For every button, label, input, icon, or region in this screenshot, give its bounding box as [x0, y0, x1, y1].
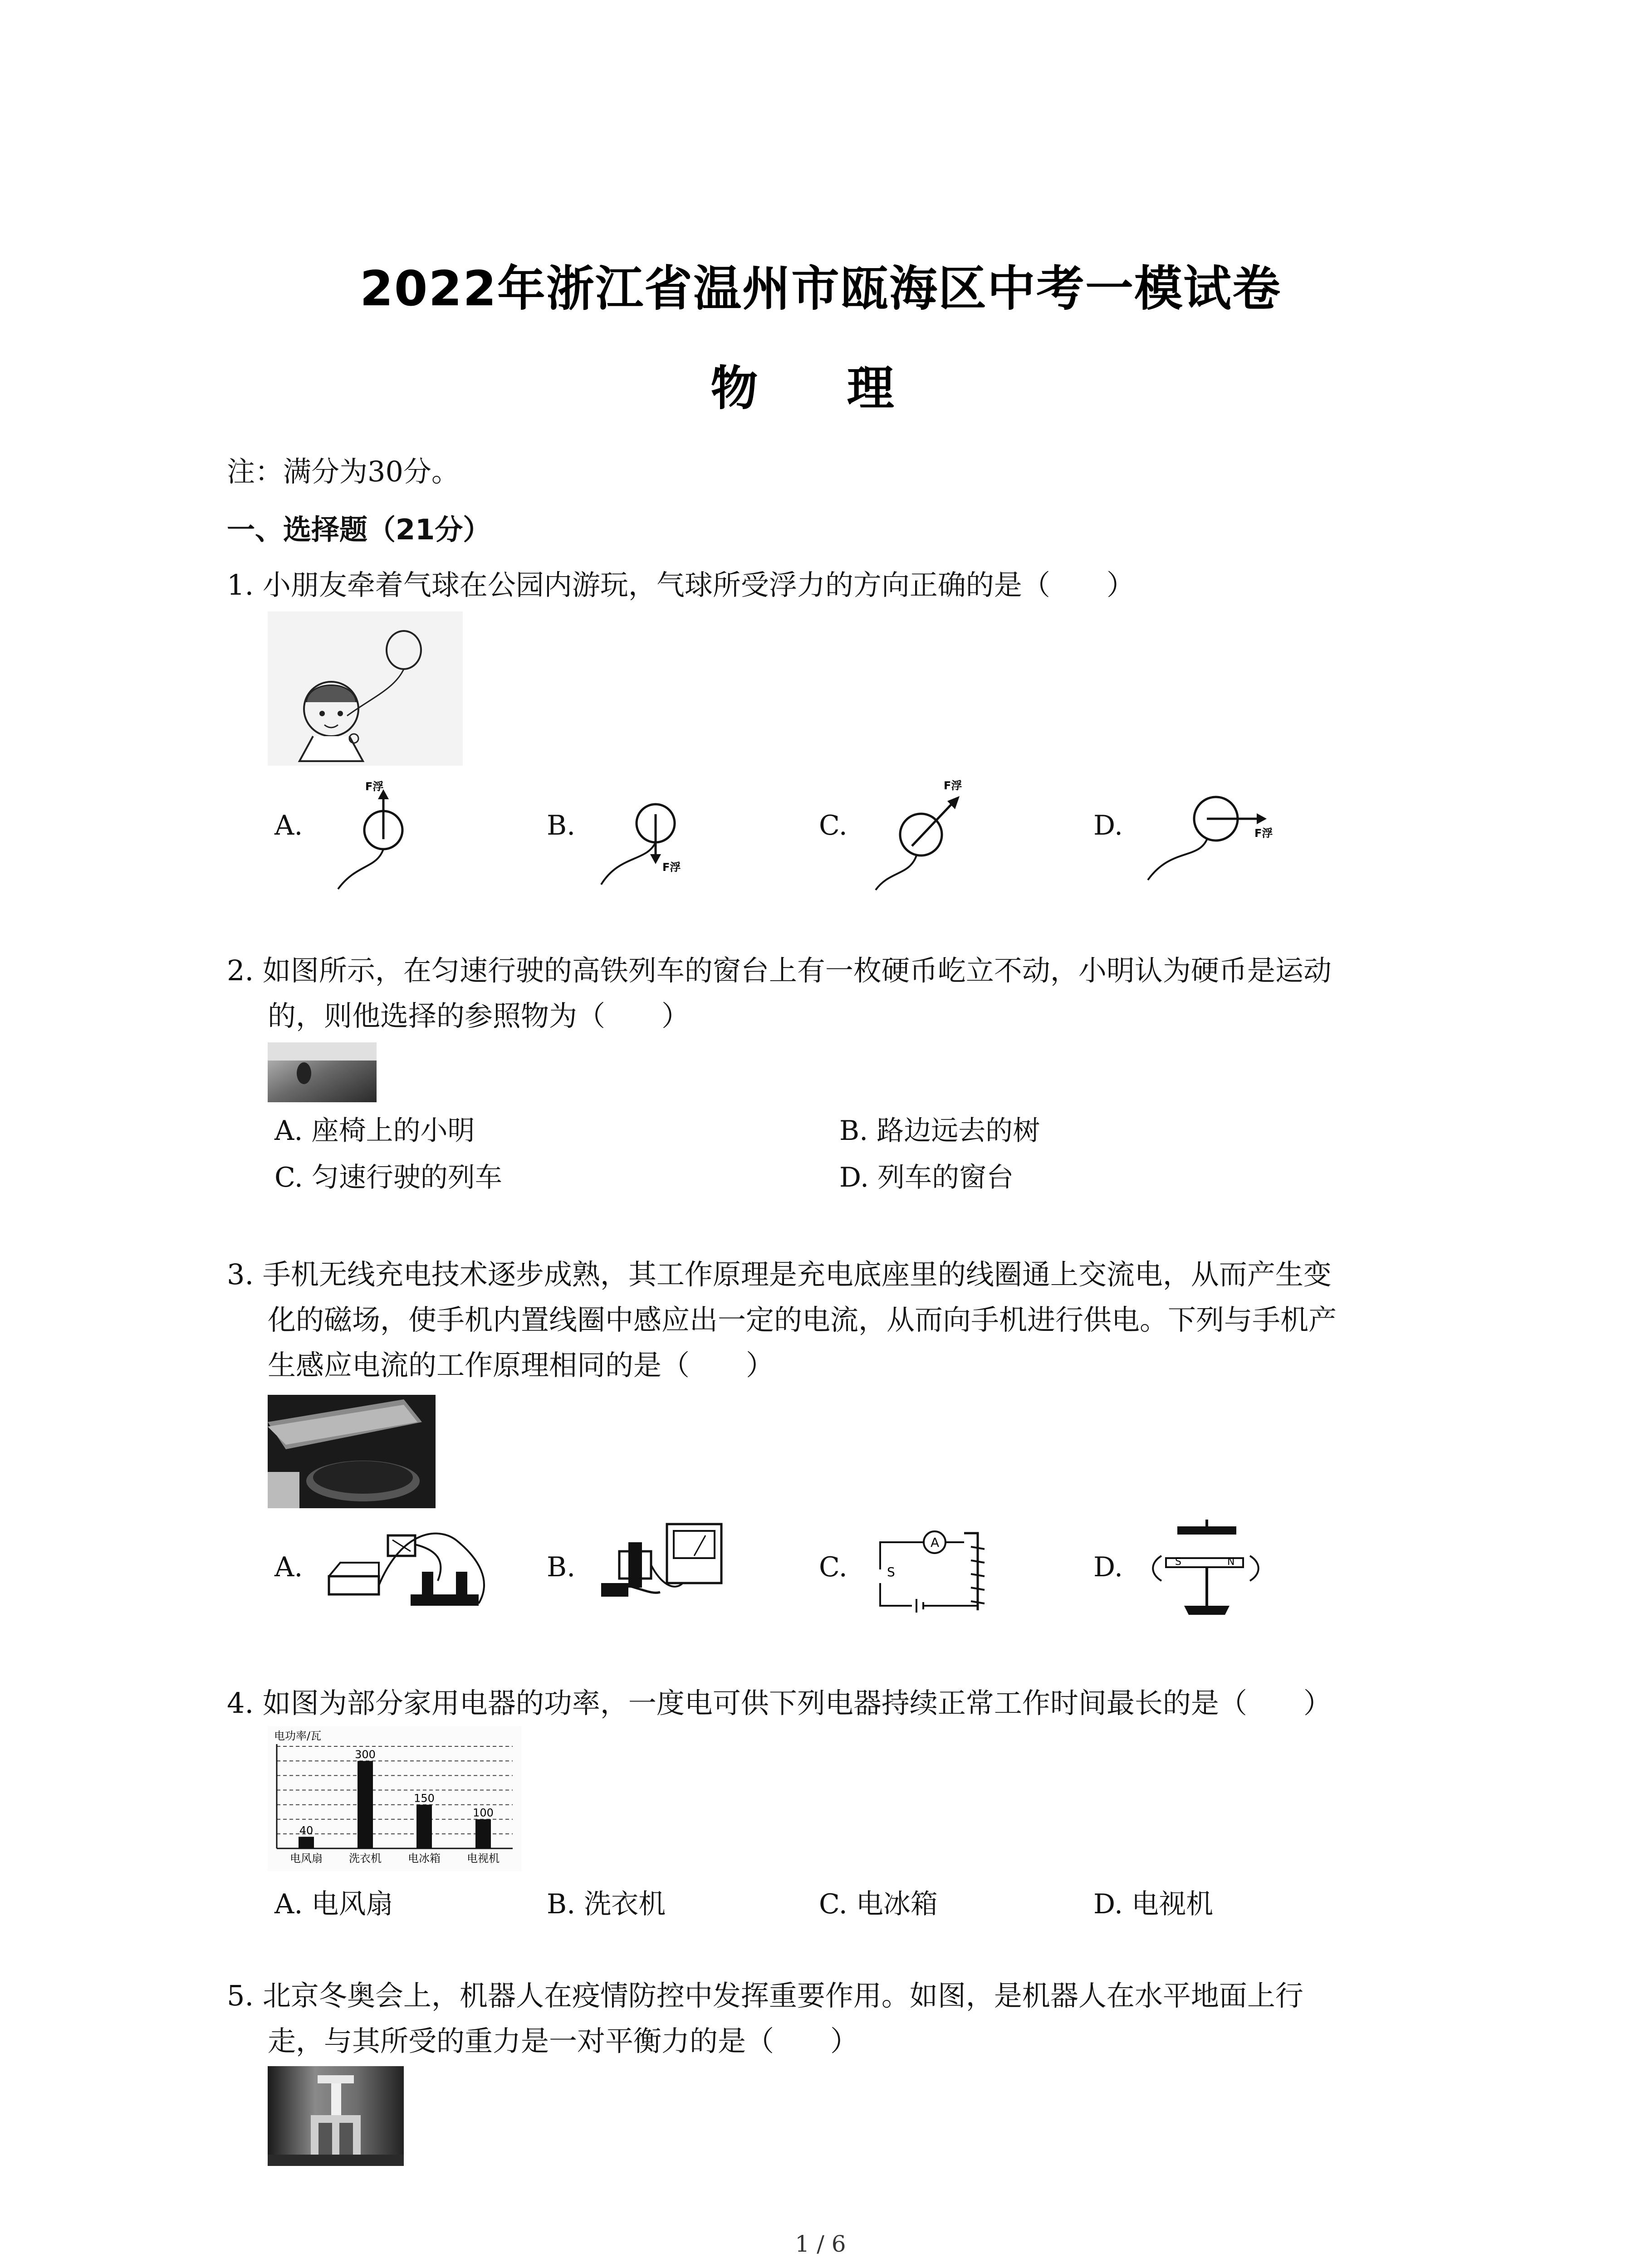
q1-option-b[interactable]: B.	[547, 810, 576, 841]
category-label: 电冰箱	[408, 1852, 441, 1865]
q3-option-d[interactable]: D.	[1093, 1551, 1123, 1583]
q3-option-b[interactable]: B.	[547, 1551, 576, 1583]
q4-option-c[interactable]: C. 电冰箱	[819, 1888, 938, 1920]
section-heading: 一、选择题（21分）	[227, 513, 491, 546]
q1-option-b-figure	[592, 773, 710, 891]
question-5-stem-line1: 5. 北京冬奥会上，机器人在疫情防控中发挥重要作用。如图，是机器人在水平地面上行	[227, 1979, 1303, 2012]
switch-label: S	[887, 1564, 895, 1579]
question-3-stem-line2: 化的磁场，使手机内置线圈中感应出一定的电流，从而向手机进行供电。下列与手机产	[268, 1303, 1337, 1336]
girl-balloon-figure	[268, 611, 463, 766]
q4-option-b[interactable]: B. 洗衣机	[547, 1888, 666, 1920]
score-note: 注：满分为30分。	[227, 455, 460, 488]
category-label: 电视机	[467, 1852, 500, 1865]
q1-option-a-figure	[320, 771, 438, 894]
bar-4	[475, 1819, 491, 1848]
q4-option-a[interactable]: A. 电风扇	[274, 1888, 393, 1920]
q3-option-c[interactable]: C.	[819, 1551, 847, 1583]
bar-value-label: 300	[355, 1748, 376, 1761]
q3-option-a[interactable]: A.	[274, 1551, 303, 1583]
chart-ylabel: 电功率/瓦	[274, 1730, 322, 1742]
north-pole-label: N	[1227, 1556, 1235, 1568]
ammeter-label: A	[931, 1535, 940, 1550]
q2-option-a[interactable]: A. 座椅上的小明	[274, 1115, 475, 1147]
q2-option-d[interactable]: D. 列车的窗台	[839, 1162, 1014, 1193]
q2-option-c[interactable]: C. 匀速行驶的列车	[274, 1162, 502, 1193]
q4-option-d[interactable]: D. 电视机	[1093, 1888, 1214, 1920]
subject-title: 物 理	[710, 361, 931, 416]
q1-option-c[interactable]: C.	[819, 810, 847, 841]
force-label: F浮	[365, 780, 384, 793]
bar-3	[416, 1805, 432, 1848]
page-title: 2022年浙江省温州市瓯海区中考一模试卷	[359, 261, 1282, 317]
question-4-stem: 4. 如图为部分家用电器的功率，一度电可供下列电器持续正常工作时间最长的是（ ）	[227, 1686, 1332, 1720]
power-bar-chart	[268, 1726, 522, 1871]
q3-option-d-figure	[1139, 1513, 1270, 1622]
train-coin-photo	[268, 1042, 377, 1102]
q1-option-d-figure	[1139, 773, 1288, 887]
force-label: F浮	[1254, 827, 1273, 840]
question-2-stem-line1: 2. 如图所示，在匀速行驶的高铁列车的窗台上有一枚硬币屹立不动，小明认为硬币是运动	[227, 954, 1332, 987]
bar-value-label: 100	[473, 1806, 494, 1819]
q1-option-d[interactable]: D.	[1093, 810, 1123, 841]
bar-1	[299, 1837, 314, 1848]
question-2-stem-line2: 的，则他选择的参照物为（ ）	[268, 999, 690, 1032]
q1-option-c-figure	[867, 771, 989, 894]
q3-option-c-figure	[867, 1515, 1012, 1617]
robot-photo	[268, 2066, 404, 2166]
bar-value-label: 40	[299, 1824, 314, 1837]
q2-option-b[interactable]: B. 路边远去的树	[839, 1115, 1040, 1147]
bar-value-label: 150	[414, 1792, 435, 1805]
wireless-charger-photo	[268, 1395, 436, 1508]
force-label: F浮	[944, 779, 962, 792]
page-number: 1 / 6	[795, 2231, 846, 2257]
question-1-stem: 1. 小朋友牵着气球在公园内游玩，气球所受浮力的方向正确的是（ ）	[227, 568, 1135, 601]
bar-2	[358, 1761, 373, 1848]
question-3-stem-line1: 3. 手机无线充电技术逐步成熟，其工作原理是充电底座里的线圈通上交流电，从而产生变	[227, 1258, 1332, 1291]
q1-option-a[interactable]: A.	[274, 810, 303, 841]
category-label: 洗衣机	[349, 1852, 382, 1865]
question-3-stem-line3: 生感应电流的工作原理相同的是（ ）	[268, 1349, 774, 1382]
q3-option-b-figure	[592, 1515, 737, 1617]
question-5-stem-line2: 走，与其所受的重力是一对平衡力的是（ ）	[268, 2024, 859, 2058]
q3-option-a-figure	[320, 1513, 497, 1622]
category-label: 电风扇	[290, 1852, 323, 1865]
chart-svg	[268, 1726, 522, 1871]
south-pole-label: S	[1175, 1556, 1181, 1568]
force-label: F浮	[662, 861, 681, 874]
